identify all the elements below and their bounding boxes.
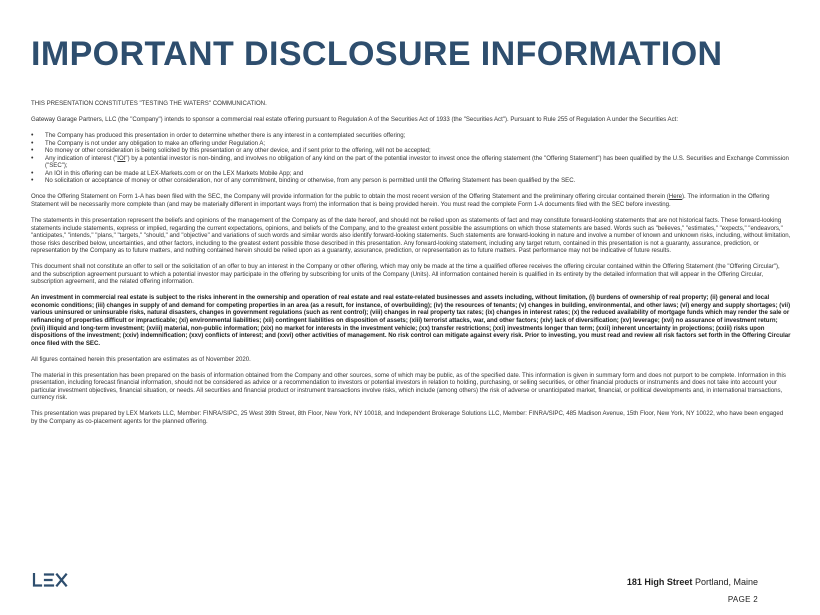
paragraph-no-offer: This document shall not constitute an offer to sell or the solicitation of an offer to buy an interest in the Company or other offering, which may only be made at the time a qualified offeree receives the offering circular contained within the Offering Statement (the "Offering Circular"), and the subscription agreement pursuant to which a potential investor may participate in the offering by subscribing for units of the Company (Units). All information contained herein is qualified in its entirety by the detailed information that will appear in the Offering Circular, subscription agreement, and the related offering information. [31, 263, 780, 286]
ioi-post-text: ") by a potential investor is non-binding, and involves no obligation of any kind on the part of the potential investor to invest once the offering statement (the "Offering Statement") has been qualified by the U.S. Securities and Exchange Commission ("SEC"); [45, 154, 789, 170]
here-link[interactable]: Here [668, 193, 683, 201]
address-street: 181 High Street [626, 577, 693, 587]
lex-logo [32, 573, 68, 587]
list-item: • The Company is not under any obligation to make an offering under Regulation A; [31, 140, 791, 148]
paragraph-forward-looking: The statements in this presentation represent the beliefs and opinions of the management of the Company as of the date hereof, and should not be relied upon as statements of fact and may constitute forward-looking statements that are not historical facts. These forward-looking statements include statements, express or implied, regarding the current expectations, opinions, and beliefs of the Company, and to the greatest extent possible the assumptions on which those statements are based. Words such as "believes," "estimates," "expects," "endeavors," "anticipates," "intends," "plans," "targets," "should," and "objective" and variations of such words and similar words also identify forward-looking statements. Such statements are forward-looking in nature and involve a number of known and unknown risks, including, without limitation, those risks described below, uncertainties, and other factors, including to the greatest extent possible those described in this presentation. Any forward-looking statement, including any target return, contained in this presentation is not a guaranty, assurance, prediction, or representation by the Company as to future matters, and nothing contained herein should be relied upon as a guaranty, assurance, prediction, or representation as to future matters. Past performance may not be indicative of future results. [31, 217, 791, 255]
rule-255-list [31, 132, 791, 185]
page-title: IMPORTANT DISCLOSURE INFORMATION [31, 35, 723, 73]
paragraph-regulation-a: Gateway Garage Partners, LLC (the "Company") intends to sponsor a commercial real estate offering pursuant to Regulation A of the Securities Act of 1933 (the "Securities Act"). Pursuant to Rule 255 of Regulation A under the Securities Act: [31, 116, 679, 124]
paragraph-material-basis: The material in this presentation has been prepared on the basis of information obtained from the Company and other sources, some of which may be public, as of the specified date. This information is given in summary form and does not purport to be complete. Information in this presentation, including forecast financial information, should not be considered as advice or a recommendation to investors or potential investors in relation to holding, purchasing, or selling securities, or other financial products or instruments and does not take into account your particular investment objectives, financial situation, or needs. All securities and financial product or instrument transactions involve risks, which include (among others) the risk of adverse or unanticipated market, financial, or political developments and, in international transactions, currency risk. [31, 371, 786, 402]
list-item: • No solicitation or acceptance of money or other consideration, nor of any commitment, binding or otherwise, from any person is permitted until the Offering Statement has been qualified by the SEC. [31, 177, 791, 185]
list-item: • An IOI in this offering can be made at LEX-Markets.com or on the LEX Markets Mobile App; and [31, 170, 791, 178]
list-item [31, 155, 791, 170]
address-city: Portland, Maine [694, 577, 758, 587]
intro-line: THIS PRESENTATION CONSTITUTES "TESTING THE WATERS" COMMUNICATION. [31, 100, 267, 107]
list-item: • No money or other consideration is being solicited by this presentation or any other device, and if sent prior to the offering, will not be accepted; [31, 147, 791, 155]
page-number: PAGE 2 [727, 595, 758, 604]
paragraph-offering-statement [31, 193, 791, 208]
ioi-link[interactable]: IOI [117, 154, 126, 162]
ioi-pre-text: Any indication of interest (" [45, 154, 118, 162]
paragraph-risk-factors: An investment in commercial real estate is subject to the risks inherent in the ownership and operation of real estate and real estate-related businesses and assets including, without limitation, (i) burdens of ownership of real property; (ii) general and local economic conditions; (iii) changes in supply of and demand for competing properties in an area (as a result, for instance, of overbuilding); (iv) the resources of tenants; (v) changes in building, environmental, and other laws; (vi) energy and supply shortages; (vii) various uninsured or uninsurable risks, natural disasters, changes in government regulations (such as rent control); (viii) changes in real property tax rates; (ix) changes in interest rates; (x) the reduced availability of mortgage funds which may render the sale or refinancing of properties difficult or impracticable; (xi) environmental liabilities; (xii) contingent liabilities on disposition of assets; (xiii) terrorist attacks, war, and other factors; (xiv) lack of diversification; (xv) leverage; (xvi) no assurance of investment return; (xvii) illiquid and long-term investment; (xviii) material, non-public information; (xix) no market for interests in the investment vehicle; (xx) transfer restrictions; (xxi) investments longer than term; (xxii) inherent uncertainty in projections; (xxiii) risks upon dispositions of the investment; (xxiv) indemnification; (xxv) conflicts of interest; and (xxvi) other activities of management. No risk control can mitigate against every risk. Prior to investing, you must read and review all risk factors set forth in the Offering Circular once filed with the SEC. [31, 294, 791, 347]
paragraph-prepared-by: This presentation was prepared by LEX Markets LLC, Member: FINRA/SIPC, 25 West 39th Street, 8th Floor, New York, NY 10018, and Independent Brokerage Solutions LLC, Member: FINRA/SIPC, 485 Madison Avenue, 15th Floor, New York, NY 10022, who have been engaged by the Company as co-placement agents for the planned offering. [31, 410, 784, 425]
office-address [627, 577, 758, 587]
list-item: • The Company has produced this presentation in order to determine whether there is any interest in a contemplated securities offering; [31, 132, 791, 140]
paragraph-estimates: All figures contained herein this presentation are estimates as of November 2020. [31, 355, 251, 363]
offering-pre-text: Once the Offering Statement on Form 1-A has been filed with the SEC, the Company will provide information for the public to obtain the most recent version of the Offering Statement and the preliminary offering circular contained therein ( [31, 193, 669, 201]
disclosure-body [31, 100, 791, 434]
offering-post-text: ). The information in the Offering Statement will be necessarily more complete than (and may be materially different in important ways from) the information that is being provided herein. You must read the complete Form 1-A documents filed with the SEC before investing. [31, 193, 770, 208]
